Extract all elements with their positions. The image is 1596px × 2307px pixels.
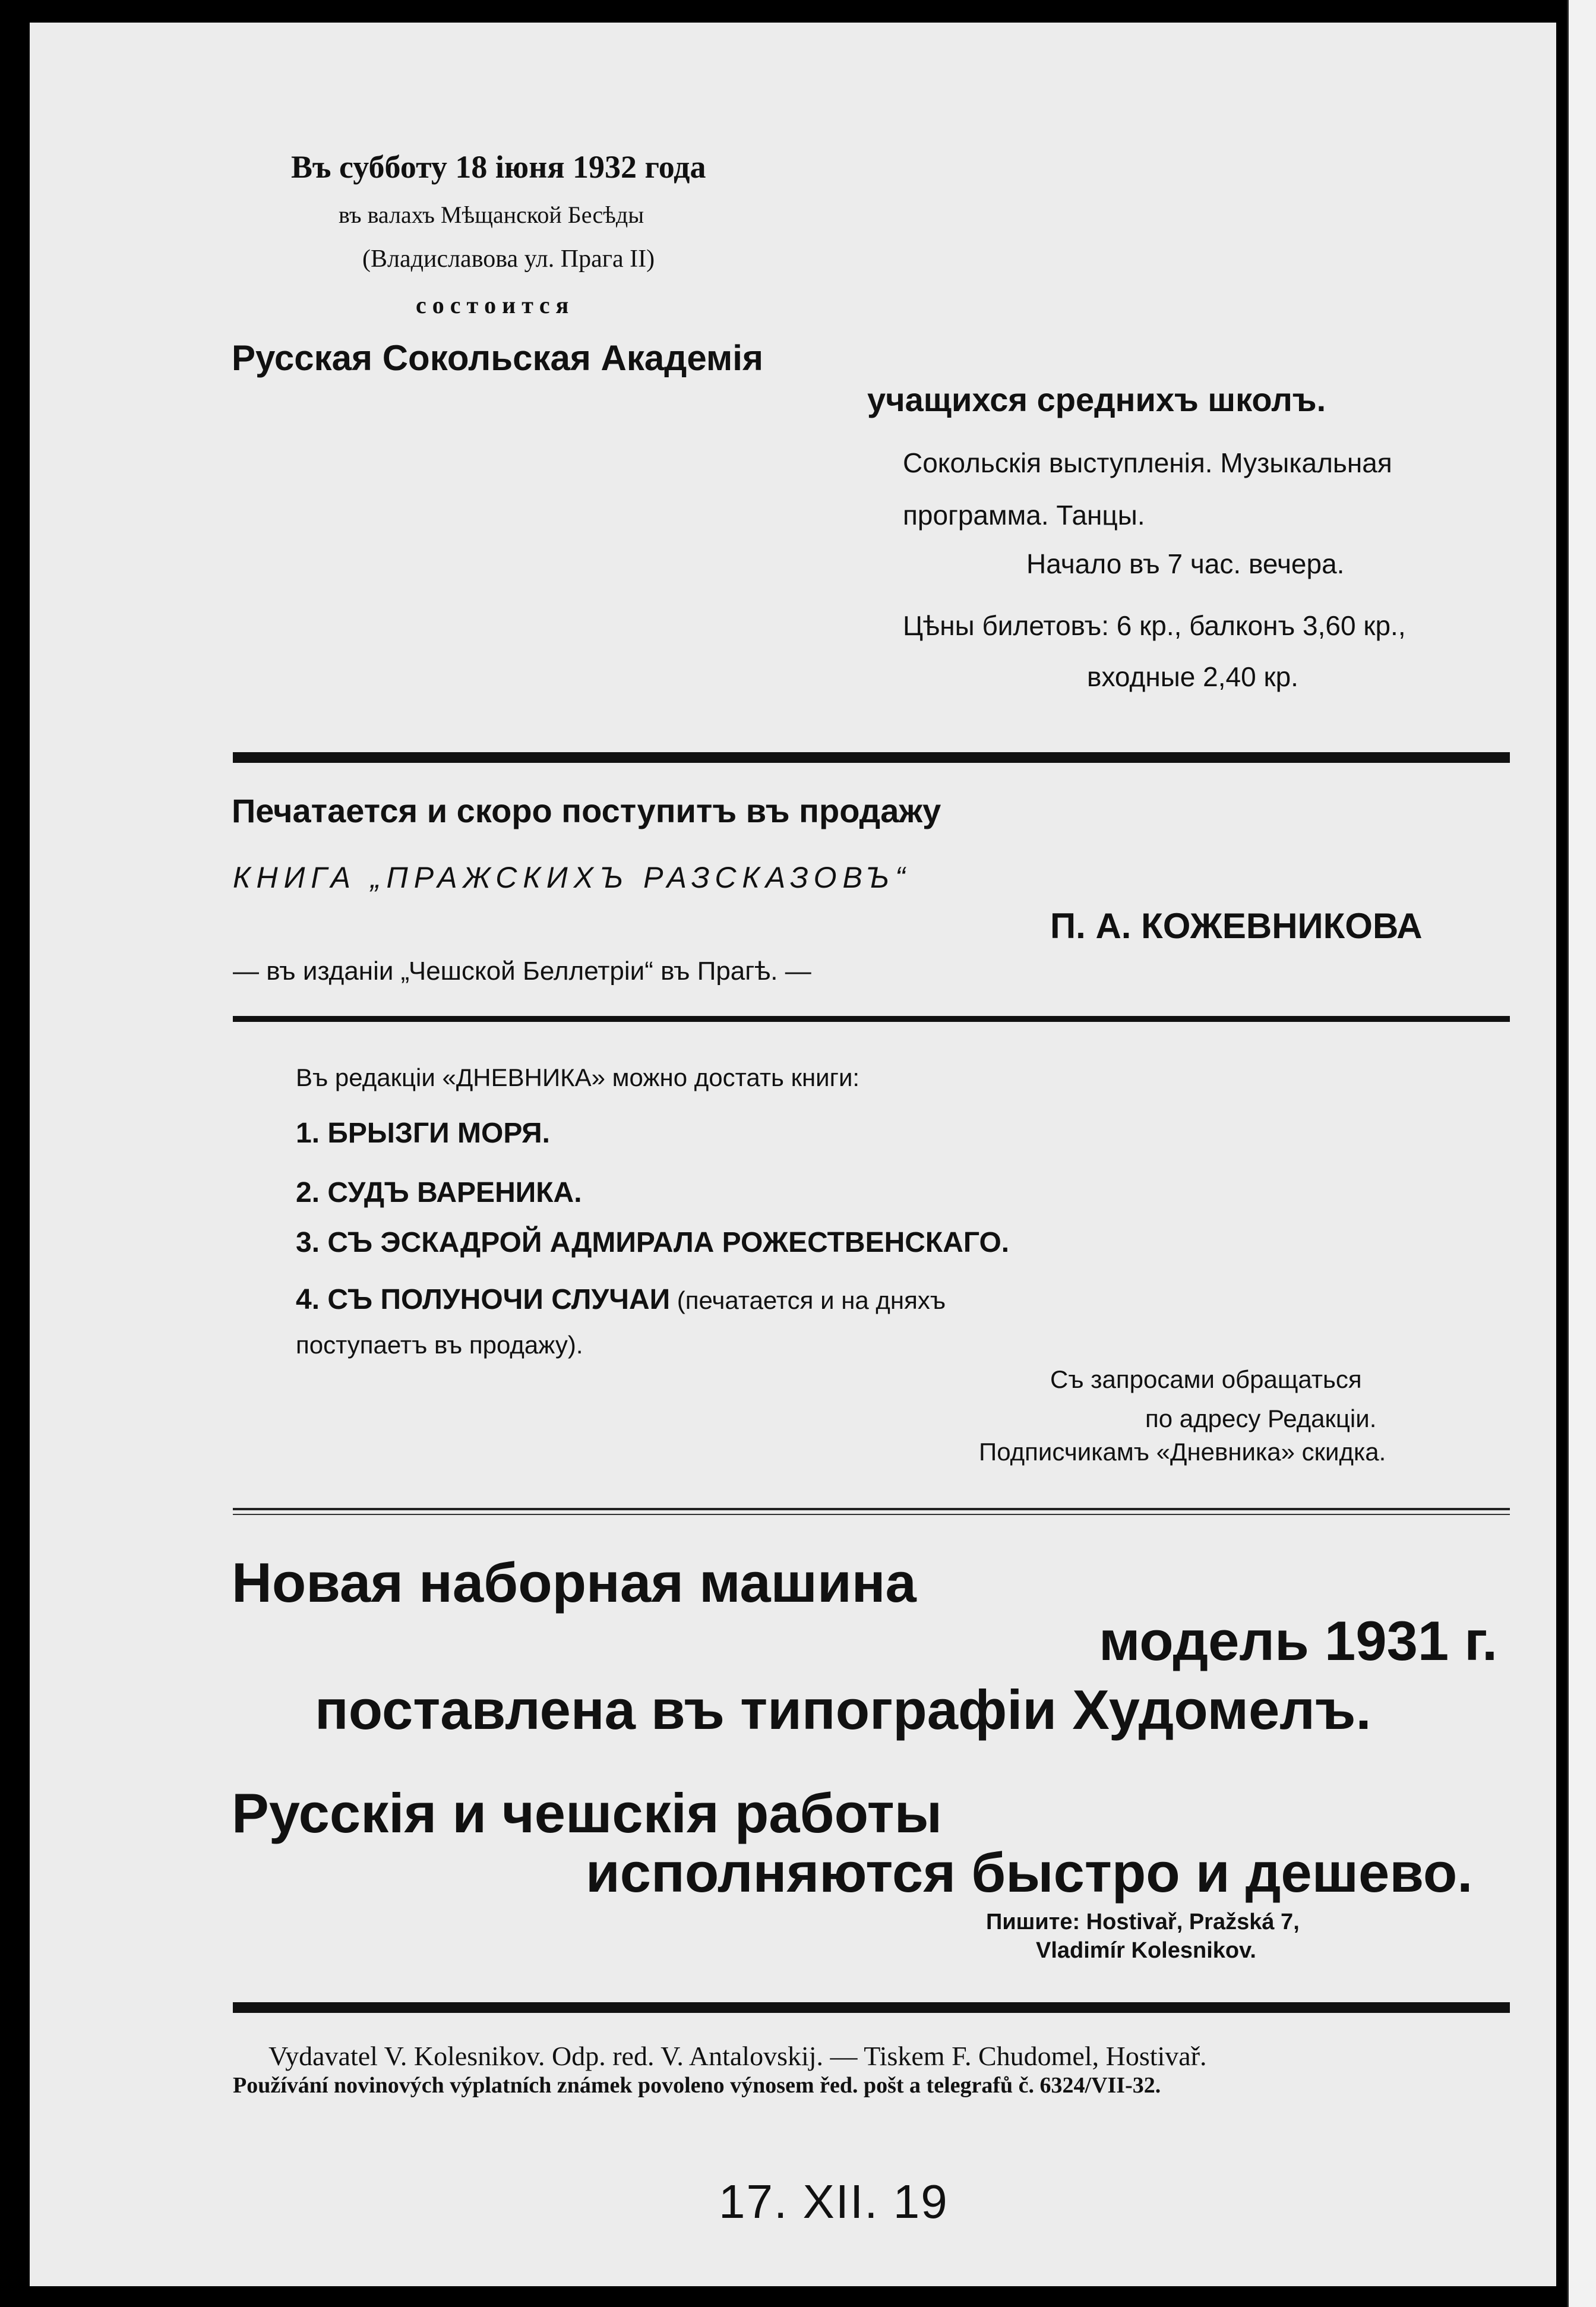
editorial-contact-line2: по адресу Редакціи. <box>1145 1405 1377 1432</box>
book-author: П. А. КОЖЕВНИКОВА <box>1050 906 1423 946</box>
event-prices-line1: Цѣны билетовъ: 6 кр., балконъ 3,60 кр., <box>903 610 1406 641</box>
printer-ad-line1: Новая наборная машина <box>232 1551 916 1614</box>
book-headline: Печатается и скоро поступитъ въ продажу <box>232 792 941 829</box>
scan-edge-strip <box>1567 0 1596 2307</box>
printer-ad-line3: поставлена въ типографіи Худомелъ. <box>315 1678 1371 1741</box>
editorial-contact-line1: Съ запросами обращаться <box>1050 1365 1362 1393</box>
book-list-item: 1. БРЫЗГИ МОРЯ. <box>296 1118 550 1149</box>
event-subtitle: учащихся среднихъ школъ. <box>867 381 1326 418</box>
divider-rule <box>233 1508 1510 1510</box>
divider-rule <box>233 752 1510 763</box>
book-list-item: 3. СЪ ЭСКАДРОЙ АДМИРАЛА РОЖЕСТВЕНСКАГО. <box>296 1227 1010 1258</box>
book-list-item: 2. СУДЪ ВАРЕНИКА. <box>296 1177 582 1208</box>
book-list-item-4 <box>296 1283 946 1316</box>
printer-ad-line4: Русскія и чешскія работы <box>232 1782 942 1844</box>
divider-rule <box>233 1514 1510 1515</box>
footer-publisher: Vydavatel V. Kolesnikov. Odp. red. V. Antalovskij. — Tiskem F. Chudomel, Hostivař. <box>268 2041 1207 2071</box>
event-prices-line2: входные 2,40 кр. <box>1087 661 1298 692</box>
book-list-item-4-note: (печатается и на дняхъ <box>670 1286 946 1314</box>
book-title: КНИГА „ПРАЖСКИХЪ РАЗСКАЗОВЪ“ <box>233 861 911 894</box>
event-program-line1: Сокольскія выступленія. Музыкальная <box>903 447 1392 478</box>
book-list-item-4-note-line2: поступаетъ въ продажу). <box>296 1331 583 1359</box>
printer-ad-address: Пишите: Hostivař, Pražská 7, <box>986 1910 1300 1934</box>
divider-rule <box>233 2002 1510 2013</box>
book-edition: — въ изданіи „Чешской Беллетріи“ въ Прагѣ. — <box>233 957 811 986</box>
divider-rule <box>233 1016 1510 1022</box>
date-stamp: 17. XII. 19 <box>719 2175 949 2228</box>
editorial-intro: Въ редакціи «ДНЕВНИКА» можно достать книги: <box>296 1063 860 1091</box>
event-start-time: Начало въ 7 час. вечера. <box>1026 548 1345 579</box>
book-list-item-4-title: 4. СЪ ПОЛУНОЧИ СЛУЧАИ <box>296 1284 671 1315</box>
event-venue: въ валахъ Мѣщанской Бесѣды <box>339 201 644 228</box>
event-title: Русская Сокольская Академія <box>232 338 763 378</box>
printer-ad-contact-name: Vladimír Kolesnikov. <box>1036 1938 1256 1963</box>
printer-ad-line5: исполняются быстро и дешево. <box>586 1841 1473 1904</box>
event-takes-place: с о с т о и т с я <box>416 292 569 318</box>
event-address: (Владиславова ул. Прага II) <box>362 245 655 273</box>
event-date: Въ субботу 18 іюня 1932 года <box>291 149 706 185</box>
editorial-subscriber-discount: Подписчикамъ «Дневника» скидка. <box>979 1438 1386 1466</box>
printer-ad-line2: модель 1931 г. <box>1099 1609 1498 1672</box>
footer-postage-permit: Používání novinových výplatních známek povoleno výnosem řed. pošt a telegrafů č. 6324/VII-32. <box>233 2073 1161 2098</box>
event-program-line2: программа. Танцы. <box>903 500 1145 531</box>
